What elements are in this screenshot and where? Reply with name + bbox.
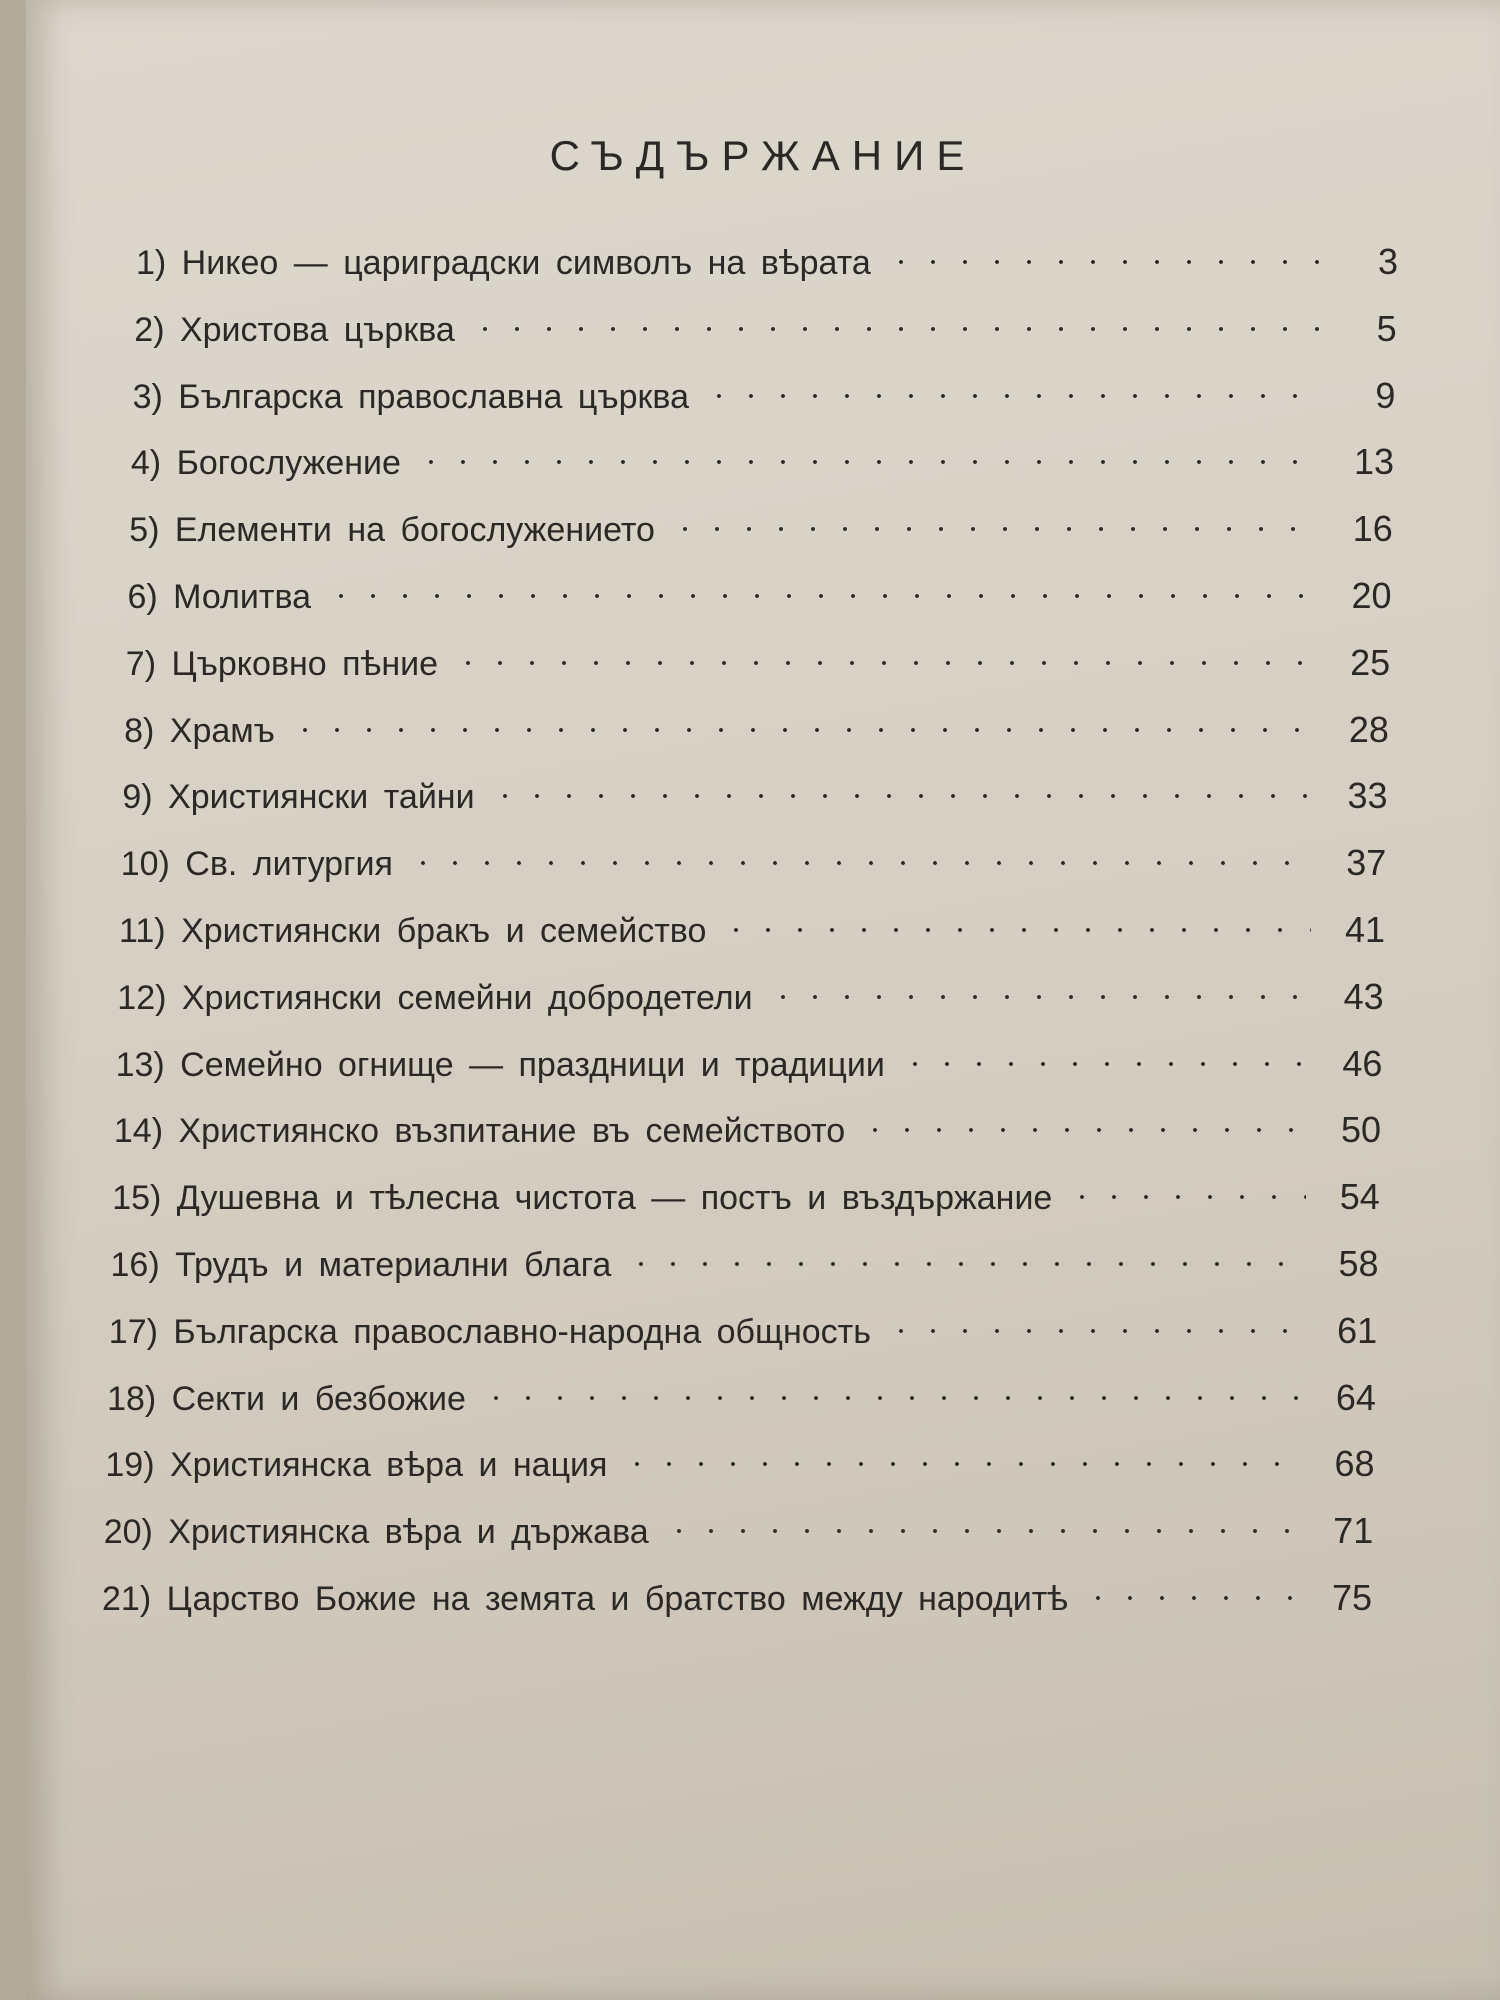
toc-page-number: 33: [1347, 775, 1388, 817]
dot-leader: [325, 594, 1317, 598]
toc-page-number: 3: [1377, 241, 1398, 282]
dot-leader: [625, 1262, 1304, 1266]
toc-entry: [119, 904, 1385, 956]
toc-entry-title: 7) Църковно пѣние: [125, 644, 439, 683]
toc-entry-title: 12) Християнски семейни добродетели: [117, 978, 753, 1017]
dot-leader: [1066, 1195, 1305, 1199]
toc-entry-title: 21) Царство Божие на земята и братство между народитѣ: [102, 1580, 1069, 1618]
toc-entry-title: 4) Богослужение: [130, 444, 401, 483]
toc-page-number: 9: [1375, 374, 1396, 416]
toc-entry: [109, 1305, 1377, 1357]
dot-leader: [885, 1329, 1303, 1333]
toc-entry: [136, 236, 1398, 288]
toc-page-number: 54: [1339, 1176, 1380, 1218]
toc-page-number: 71: [1333, 1510, 1374, 1552]
toc-page-number: 25: [1350, 641, 1391, 683]
dot-leader: [415, 460, 1320, 464]
toc-page-number: 50: [1341, 1109, 1382, 1151]
toc-entry: [121, 837, 1387, 889]
toc-entry: [129, 503, 1393, 555]
dot-leader: [1082, 1596, 1298, 1600]
toc-entry: [131, 436, 1394, 488]
toc-entry: [107, 1372, 1376, 1424]
dot-leader: [663, 1529, 1300, 1533]
toc-page-number: 46: [1342, 1042, 1383, 1084]
page-title: СЪДЪРЖАНИЕ: [549, 132, 977, 179]
toc-page-number: 64: [1335, 1376, 1376, 1418]
dot-leader: [469, 327, 1323, 331]
toc-entry: [105, 1438, 1374, 1490]
toc-entry: [111, 1238, 1379, 1290]
dot-leader: [669, 527, 1319, 531]
dot-leader: [289, 728, 1315, 732]
toc-entry-title: 15) Душевна и тѣлесна чистота — постъ и въздържание: [112, 1179, 1053, 1218]
toc-entry: [122, 770, 1387, 822]
toc-entry-title: 1) Никео — цариградски символъ на вѣрата: [136, 244, 871, 282]
toc-entry: [114, 1104, 1381, 1156]
toc-entry: [104, 1505, 1374, 1557]
toc-entry-title: 14) Християнско възпитание въ семейството: [113, 1112, 846, 1151]
toc-page-number: 16: [1352, 508, 1393, 550]
dot-leader: [767, 995, 1310, 999]
toc-entry-title: 10) Св. литургия: [120, 845, 393, 884]
toc-entry-title: 13) Семейно огнище — праздници и традиции: [115, 1045, 885, 1084]
toc-page-number: 13: [1354, 441, 1395, 483]
dot-leader: [489, 794, 1314, 798]
toc-entry-title: 19) Християнска вѣра и нация: [105, 1446, 608, 1485]
toc-page-number: 5: [1376, 307, 1397, 349]
dot-leader: [885, 260, 1324, 264]
toc-page-number: 75: [1331, 1577, 1372, 1618]
toc-entry: [134, 303, 1396, 355]
toc-entry-title: 20) Християнска вѣра и държава: [103, 1513, 649, 1552]
toc-page-number: 37: [1346, 842, 1387, 884]
toc-page-number: 58: [1338, 1243, 1379, 1284]
toc-entry: [128, 570, 1392, 622]
toc-entry: [124, 704, 1389, 756]
toc-entry-title: 8) Храмъ: [124, 711, 275, 750]
toc-entry: [133, 370, 1396, 422]
dot-leader: [407, 861, 1312, 865]
dot-leader: [899, 1062, 1309, 1066]
toc-entry-title: 18) Секти и безбожие: [107, 1379, 466, 1418]
toc-entry: [126, 637, 1390, 689]
toc-page-number: 68: [1334, 1443, 1375, 1485]
dot-leader: [720, 928, 1311, 932]
book-page: [26, 0, 1500, 2000]
toc-page-number: 41: [1344, 909, 1385, 950]
toc-entry: [102, 1572, 1372, 1624]
toc-page-number: 61: [1337, 1309, 1378, 1351]
toc-page-number: 28: [1348, 708, 1389, 750]
toc-entry: [117, 971, 1383, 1023]
toc-entry-title: 11) Християнски бракъ и семейство: [119, 912, 707, 950]
toc-entry-title: 6) Молитва: [127, 578, 312, 616]
dot-leader: [452, 661, 1316, 665]
toc-page-number: 20: [1351, 575, 1392, 616]
toc-entry-title: 17) Българска православно-народна общность: [108, 1312, 871, 1351]
toc-entry: [116, 1038, 1383, 1090]
dot-leader: [480, 1396, 1302, 1400]
toc-entry: [112, 1171, 1380, 1223]
table-of-contents: [26, 0, 1500, 2000]
toc-entry-title: 3) Българска православна църква: [132, 377, 689, 416]
toc-entry-title: 5) Елементи на богослужението: [129, 511, 655, 550]
toc-entry-title: 9) Християнски тайни: [122, 778, 475, 817]
toc-entry-title: 2) Христова църква: [134, 310, 455, 349]
toc-entry-title: 16) Трудъ и материални блага: [110, 1246, 612, 1284]
dot-leader: [859, 1128, 1307, 1132]
toc-page-number: 43: [1343, 975, 1384, 1017]
dot-leader: [703, 394, 1321, 398]
dot-leader: [621, 1462, 1300, 1466]
